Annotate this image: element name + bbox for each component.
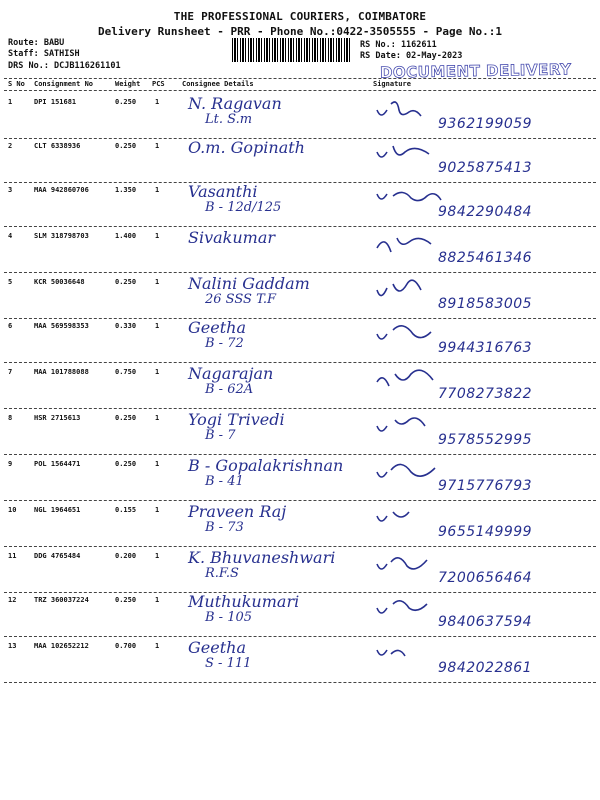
header-divider-bottom (4, 90, 596, 91)
row-divider (4, 682, 596, 683)
row-consignee-name: B - Gopalakrishnan (188, 456, 344, 475)
row-phone: 9842022861 (438, 660, 533, 676)
row-phone: 8825461346 (438, 250, 533, 266)
row-phone: 9715776793 (438, 478, 533, 494)
row-sno: 5 (8, 278, 13, 286)
row-pcs: 1 (155, 506, 160, 514)
row-divider (4, 500, 596, 501)
row-weight: 0.155 (115, 506, 137, 514)
row-pcs: 1 (155, 142, 160, 150)
col-sno: S No (8, 80, 25, 88)
document-delivery-stamp: DOCUMENT DELIVERY (379, 60, 572, 82)
row-sno: 12 (8, 596, 17, 604)
row-weight: 1.350 (115, 186, 137, 194)
row-consignment-no: MAA 942860706 (34, 186, 89, 194)
col-weight: Weight (115, 80, 141, 88)
row-consignment-no: MAA 102652212 (34, 642, 89, 650)
row-weight: 0.330 (115, 322, 137, 330)
row-consignment-no: HSR 2715613 (34, 414, 81, 422)
row-consignee-note: B - 12d/125 (205, 200, 282, 215)
document-subtitle: Delivery Runsheet - PRR - Phone No.:0422-3505555 - Page No.:1 (98, 25, 502, 38)
row-pcs: 1 (155, 642, 160, 650)
col-pcs: PCS (152, 80, 165, 88)
row-divider (4, 592, 596, 593)
row-signature (375, 322, 445, 346)
row-signature (375, 642, 445, 666)
row-divider (4, 318, 596, 319)
row-phone: 8918583005 (438, 296, 533, 312)
row-phone: 9842290484 (438, 204, 533, 220)
row-consignment-no: DDG 4765484 (34, 552, 81, 560)
row-pcs: 1 (155, 414, 160, 422)
rs-number: RS No.: 1162611 (360, 40, 437, 50)
row-consignment-no: KCR 50036648 (34, 278, 85, 286)
row-weight: 0.250 (115, 142, 137, 150)
row-pcs: 1 (155, 368, 160, 376)
row-consignee-note: B - 105 (205, 610, 253, 625)
row-signature (375, 278, 445, 302)
row-consignee-name: K. Bhuvaneshwari (188, 548, 336, 567)
row-consignee-note: B - 62A (205, 382, 254, 397)
row-consignee-note: B - 72 (205, 336, 244, 351)
row-consignee-name: Praveen Raj (188, 502, 287, 521)
header-divider-top (4, 78, 596, 79)
row-divider (4, 454, 596, 455)
row-divider (4, 408, 596, 409)
row-phone: 9944316763 (438, 340, 533, 356)
row-sno: 3 (8, 186, 13, 194)
row-sno: 11 (8, 552, 17, 560)
row-consignee-name: Muthukumari (188, 592, 300, 611)
row-signature (375, 414, 445, 438)
row-consignee-name: Geetha (188, 638, 246, 657)
row-consignee-name: Yogi Trivedi (188, 410, 285, 429)
route-label: Route: BABU (8, 38, 65, 48)
row-pcs: 1 (155, 552, 160, 560)
row-signature (375, 232, 445, 256)
row-pcs: 1 (155, 98, 160, 106)
row-signature (375, 186, 445, 210)
row-signature (375, 506, 445, 530)
row-weight: 0.250 (115, 278, 137, 286)
row-sno: 4 (8, 232, 13, 240)
row-phone: 9362199059 (438, 116, 533, 132)
row-sno: 7 (8, 368, 13, 376)
row-pcs: 1 (155, 278, 160, 286)
row-weight: 0.700 (115, 642, 137, 650)
row-signature (375, 368, 445, 392)
row-weight: 0.250 (115, 98, 137, 106)
row-consignee-name: Sivakumar (188, 228, 276, 247)
row-pcs: 1 (155, 322, 160, 330)
row-sno: 8 (8, 414, 13, 422)
row-phone: 7200656464 (438, 570, 533, 586)
row-divider (4, 636, 596, 637)
row-divider (4, 226, 596, 227)
row-consignment-no: SLM 318798703 (34, 232, 89, 240)
row-consignment-no: MAA 101788088 (34, 368, 89, 376)
row-consignee-note: R.F.S (205, 566, 239, 581)
row-consignment-no: POL 1564471 (34, 460, 81, 468)
row-consignee-note: S - 111 (205, 656, 252, 671)
row-signature (375, 596, 445, 620)
row-divider (4, 272, 596, 273)
row-consignee-note: B - 41 (205, 474, 244, 489)
row-sno: 2 (8, 142, 13, 150)
row-pcs: 1 (155, 460, 160, 468)
row-sno: 6 (8, 322, 13, 330)
row-phone: 9578552995 (438, 432, 533, 448)
row-consignee-note: B - 73 (205, 520, 244, 535)
row-consignment-no: NGL 1964651 (34, 506, 81, 514)
row-consignee-name: Nalini Gaddam (188, 274, 310, 293)
row-divider (4, 546, 596, 547)
row-signature (375, 98, 445, 122)
rs-date: RS Date: 02-May-2023 (360, 51, 463, 61)
row-consignment-no: CLT 6338936 (34, 142, 81, 150)
row-weight: 0.750 (115, 368, 137, 376)
row-consignment-no: MAA 569598353 (34, 322, 89, 330)
row-sno: 10 (8, 506, 17, 514)
row-consignee-name: Nagarajan (188, 364, 274, 383)
row-phone: 7708273822 (438, 386, 533, 402)
row-pcs: 1 (155, 186, 160, 194)
col-consignee: Consignee Details (182, 80, 254, 88)
row-consignment-no: TRZ 360037224 (34, 596, 89, 604)
col-signature: Signature (373, 80, 411, 88)
row-weight: 0.200 (115, 552, 137, 560)
row-signature (375, 142, 445, 166)
row-phone: 9840637594 (438, 614, 533, 630)
row-weight: 0.250 (115, 596, 137, 604)
row-signature (375, 552, 445, 576)
row-sno: 13 (8, 642, 17, 650)
row-phone: 9025875413 (438, 160, 533, 176)
row-signature (375, 460, 445, 484)
row-pcs: 1 (155, 596, 160, 604)
row-consignee-note: B - 7 (205, 428, 236, 443)
row-consignee-name: O.m. Gopinath (188, 138, 305, 157)
row-sno: 1 (8, 98, 13, 106)
staff-label: Staff: SATHISH (8, 49, 80, 59)
row-divider (4, 182, 596, 183)
row-phone: 9655149999 (438, 524, 533, 540)
row-consignment-no: DPI 151681 (34, 98, 77, 106)
barcode (232, 38, 352, 62)
row-weight: 0.250 (115, 414, 137, 422)
col-consignment: Consignment No (34, 80, 94, 88)
row-consignee-name: Vasanthi (188, 182, 258, 201)
document-title: THE PROFESSIONAL COURIERS, COIMBATORE (173, 10, 427, 23)
row-sno: 9 (8, 460, 13, 468)
row-weight: 0.250 (115, 460, 137, 468)
row-consignee-name: N. Ragavan (188, 94, 282, 113)
drs-number: DRS No.: DCJB116261101 (8, 61, 121, 71)
row-divider (4, 362, 596, 363)
row-weight: 1.400 (115, 232, 137, 240)
row-consignee-note: 26 SSS T.F (205, 292, 276, 307)
row-consignee-note: Lt. S.m (205, 112, 253, 127)
row-pcs: 1 (155, 232, 160, 240)
row-consignee-name: Geetha (188, 318, 246, 337)
